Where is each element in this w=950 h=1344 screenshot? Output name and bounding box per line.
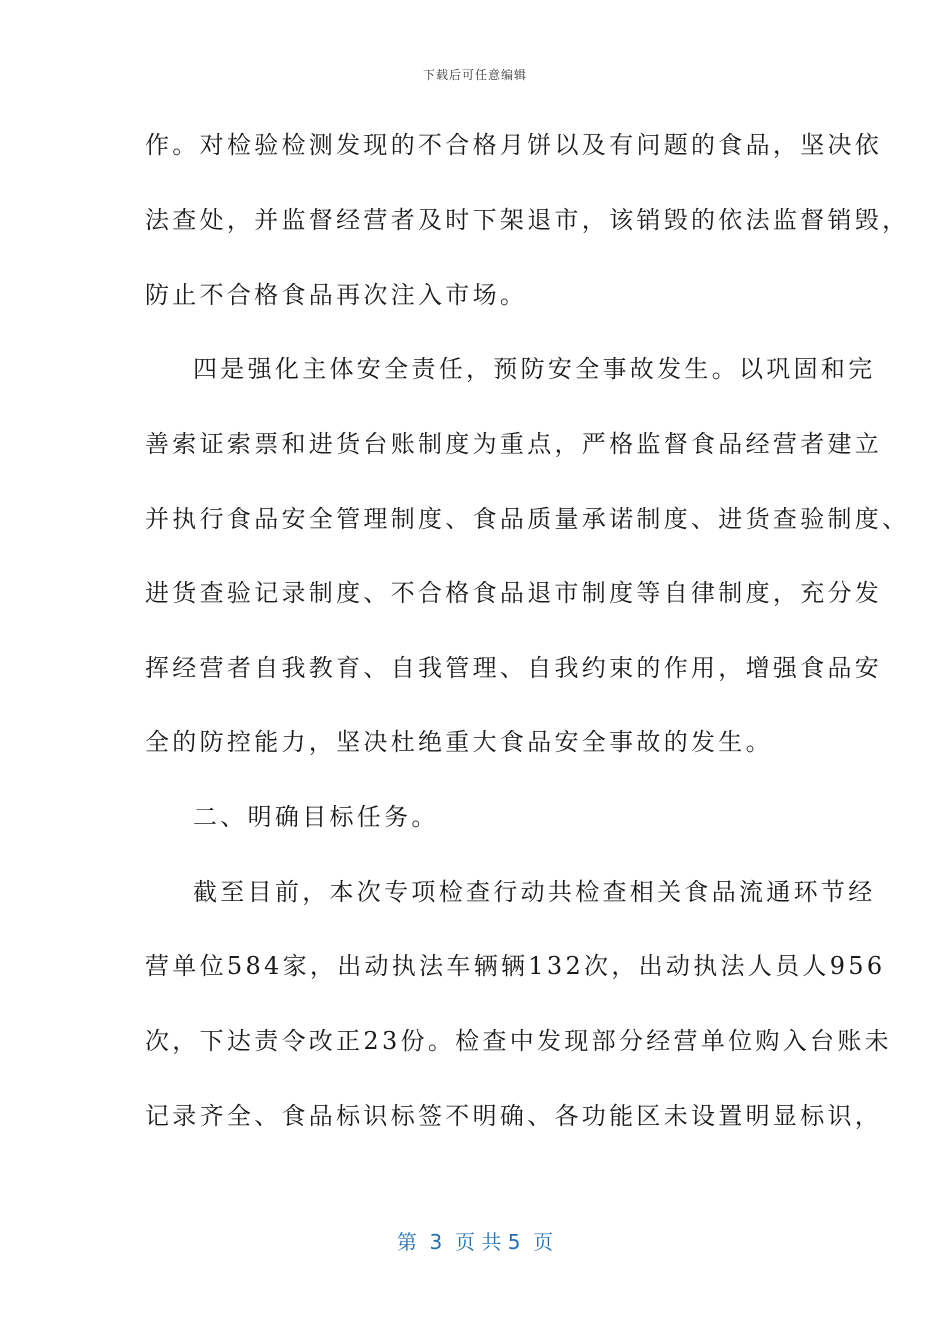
paragraph-line: 防止不合格食品再次注入市场。 [145, 281, 528, 309]
paragraph-line: 进货查验记录制度、不合格食品退市制度等自律制度，充分发 [145, 579, 883, 607]
paragraph-line: 挥经营者自我教育、自我管理、自我约束的作用，增强食品安 [145, 654, 883, 682]
paragraph-line: 善索证索票和进货台账制度为重点，严格监督食品经营者建立 [145, 430, 883, 458]
paragraph-line: 作。对检验检测发现的不合格月饼以及有问题的食品，坚决依 [145, 131, 883, 159]
paragraph-line: 营单位584家，出动执法车辆辆132次，出动执法人员人956 [145, 952, 886, 980]
page-header: 下载后可任意编辑 [422, 68, 527, 82]
paragraph-line: 法查处，并监督经营者及时下架退市，该销毁的依法监督销毁， [145, 206, 910, 234]
paragraph-line: 四是强化主体安全责任，预防安全事故发生。以巩固和完 [193, 355, 876, 383]
paragraph-line: 记录齐全、食品标识标签不明确、各功能区未设置明显标识， [145, 1102, 883, 1130]
paragraph-line: 全的防控能力，坚决杜绝重大食品安全事故的发生。 [145, 728, 773, 756]
paragraph-line: 次，下达责令改正23份。检查中发现部分经营单位购入台账未 [145, 1027, 892, 1055]
section-heading: 二、明确目标任务。 [193, 803, 439, 831]
paragraph-line: 并执行食品安全管理制度、食品质量承诺制度、进货查验制度、 [145, 505, 910, 533]
page-footer: 第 3 页 共 5 页 [396, 1230, 554, 1254]
paragraph-line: 截至目前，本次专项检查行动共检查相关食品流通环节经 [193, 878, 876, 906]
